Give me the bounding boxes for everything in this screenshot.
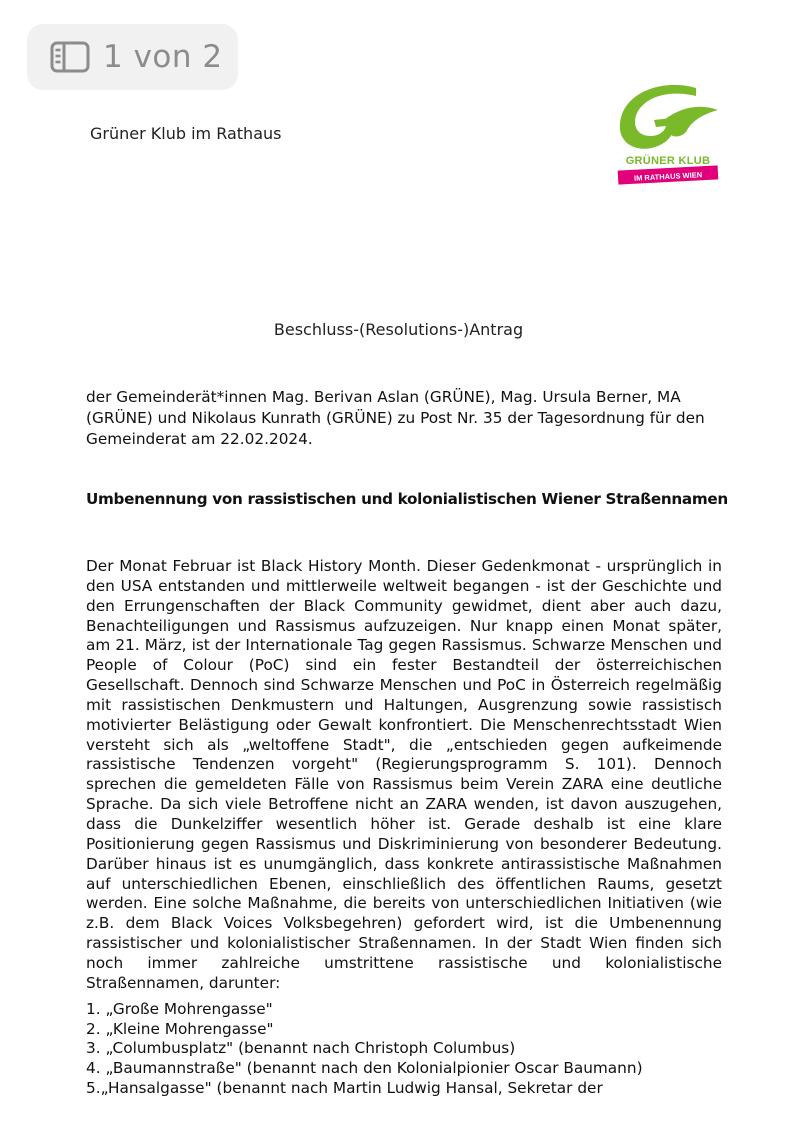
street-list [86,1000,726,1099]
page-indicator-label: 1 von 2 [103,39,223,75]
sidebar-icon [50,41,90,73]
document-title: Beschluss-(Resolutions-)Antrag [273,320,524,339]
list-item: 3. „Columbusplatz" (benannt nach Christoph Columbus) [86,1039,516,1058]
list-item: 5.„Hansalgasse" (benannt nach Martin Ludwig Hansal, Sekretar der [86,1078,603,1097]
gruener-klub-logo [612,80,724,190]
organization-name: Grüner Klub im Rathaus [90,124,282,143]
logo-line2: IM RATHAUS WIEN [633,170,703,183]
logo-line1: GRÜNER KLUB [625,155,711,167]
list-item: 1. „Große Mohrengasse" [86,1000,273,1018]
body-paragraph: Der Monat Februar ist Black History Month. Dieser Gedenkmonat - ursprünglich in den USA entstanden und mittlerweile weltweit begangen - ist der Geschichte und den Errungenschaften der Black Community gewidmet, dient aber auch dazu, Benachteiligungen und Rassismus aufzuzeigen. Nur knapp einen Monat später, am 21. März, ist der Internationale Tag gegen Rassismus. Schwarze Menschen und People of Colour (PoC) sind ein fester Bestandteil der österreichischen Gesellschaft. Dennoch sind Schwarze Menschen und PoC in Österreich regelmäßig mit rassistischen Denkmustern und Haltungen, Ausgrenzung sowie rassistisch motivierter Belästigung oder Gewalt konfrontiert. Die Menschenrechtsstadt Wien versteht sich als „weltoffene Stadt", die „entschieden gegen aufkeimende rassistische Tendenzen vorgeht" (Regierungsprogramm S. 101). Dennoch sprechen die gemeldeten Fälle von Rassismus beim Verein ZARA eine deutliche Sprache. Da sich viele Betroffene nicht an ZARA wenden, ist davon auszugehen, dass die Dunkelziffer wesentlich höher ist. Gerade deshalb ist eine klare Positionierung gegen Rassismus und Diskriminierung von besonderer Bedeutung. Darüber hinaus ist es unumgänglich, dass konkrete antirassistische Maßnahmen auf unterschiedlichen Ebenen, einschließlich des öffentlichen Raums, gesetzt werden. Eine solche Maßnahme, die bereits von unterschiedlichen Initiativen (wie z.B. dem Black Voices Volksbegehren) gefordert wird, ist die Umbenennung rassistischer und kolonialistischer Straßennamen. In der Stadt Wien finden sich noch immer zahlreiche umstrittene rassistische und kolonialistische Straßennamen, darunter: [86,557,722,992]
page-indicator[interactable] [27,24,238,90]
intro-paragraph: der Gemeinderät*innen Mag. Berivan Aslan (GRÜNE), Mag. Ursula Berner, MA (GRÜNE) und Nikolaus Kunrath (GRÜNE) zu Post Nr. 35 der Tagesordnung für den Gemeinderat am 22.02.2024. [86,388,705,448]
subject-heading: Umbenennung von rassistischen und kolonialistischen Wiener Straßennamen [86,490,728,508]
list-item: 4. „Baumannstraße" (benannt nach den Kolonialpionier Oscar Baumann) [86,1059,643,1078]
list-item: 2. „Kleine Mohrengasse" [86,1019,274,1038]
